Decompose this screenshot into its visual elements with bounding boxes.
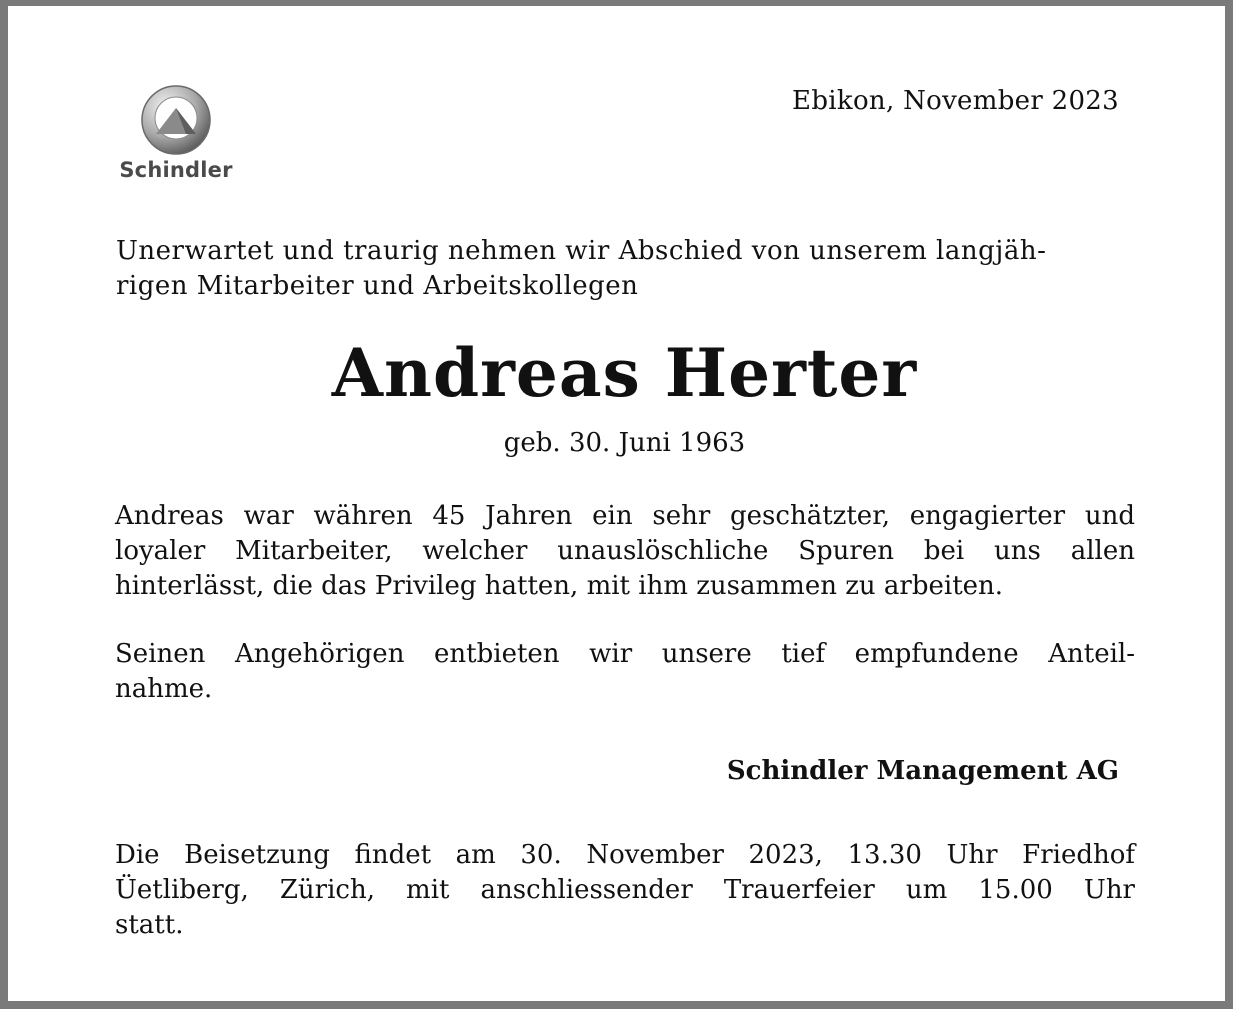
funeral-paragraph (115, 838, 1135, 943)
paragraph-line: loyaler Mitarbeiter, welcher unauslöschliche Spuren bei uns allen (115, 536, 1135, 566)
signature: Schindler Management AG (726, 756, 1119, 786)
paragraph-line: Die Beisetzung findet am 30. November 2023, 13.30 Uhr Friedhof (115, 840, 1135, 870)
tribute-paragraph (115, 499, 1135, 604)
intro-line: Unerwartet und traurig nehmen wir Abschied von unserem langjäh- (116, 236, 1047, 266)
paragraph-line: Üetliberg, Zürich, mit anschliessender Trauerfeier um 15.00 Uhr (115, 875, 1135, 905)
intro-text (116, 234, 1136, 304)
dateline: Ebikon, November 2023 (792, 86, 1119, 116)
paragraph-line: hinterlässt, die das Privileg hatten, mit ihm zusammen zu arbeiten. (115, 571, 1004, 601)
company-logo (118, 84, 234, 188)
paragraph-line: statt. (115, 910, 184, 940)
birth-date: geb. 30. Juni 1963 (503, 428, 746, 458)
intro-line: rigen Mitarbeiter und Arbeitskollegen (116, 271, 639, 301)
deceased-name: Andreas Herter (331, 334, 918, 412)
paragraph-line: nahme. (115, 674, 213, 704)
paragraph-line: Seinen Angehörigen entbieten wir unsere tief empfundene Anteil- (115, 639, 1135, 669)
schindler-logo-icon (140, 84, 212, 156)
logo-wordmark: Schindler (119, 158, 233, 182)
paragraph-line: Andreas war währen 45 Jahren ein sehr geschätzter, engagierter und (115, 501, 1135, 531)
condolence-paragraph (115, 637, 1135, 707)
